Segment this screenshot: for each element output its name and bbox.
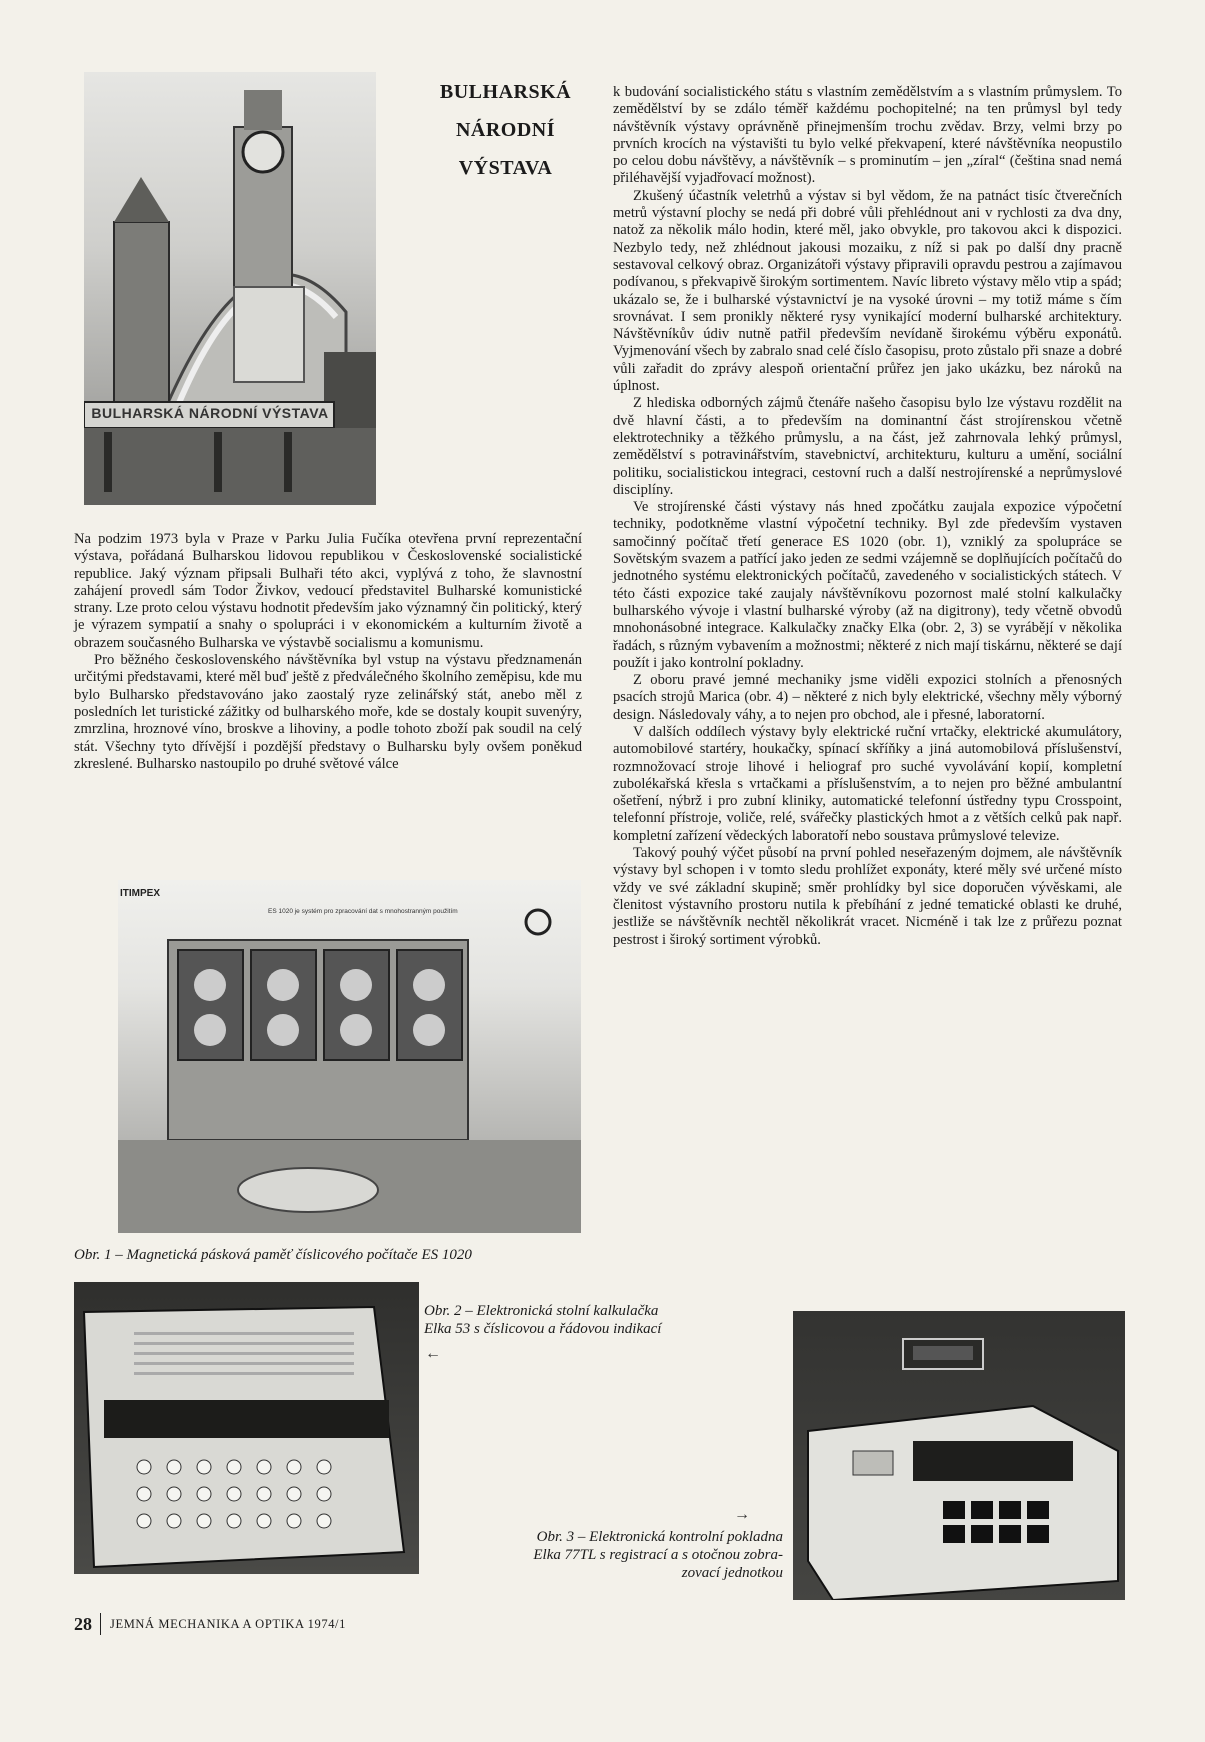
page-number: 28 bbox=[74, 1613, 92, 1634]
page-footer bbox=[74, 1612, 346, 1636]
journal-name: JEMNÁ MECHANIKA A OPTIKA 1974/1 bbox=[110, 1616, 346, 1631]
footer-divider bbox=[100, 1613, 101, 1635]
arrow-left-icon: ← bbox=[425, 1345, 441, 1362]
caption-fig-2-line-1: Obr. 2 – Elektronická stolní kalkulačka bbox=[424, 1303, 659, 1319]
tape-units-illustration bbox=[118, 880, 581, 1233]
photo-es1020-tape-memory bbox=[118, 880, 581, 1233]
caption-fig-1: Obr. 1 – Magnetická pásková paměť číslicového počítače ES 1020 bbox=[74, 1247, 472, 1263]
paragraph: Z hlediska odborných zájmů čtenáře našeho časopisu bylo lze výstavu rozdělit na dvě hlavní části, a to především na dominantní část strojírenskou včetně elektrotechniky a těžkého průmyslu, a na část, jež zahrnovala lehký průmysl, zemědělství s potravinářstvím, stavebnictví, architekturu, kulturu a umění, sociální politiku, socialistickou integraci, cestovní ruch a další nestrojírenské a neprůmyslové disciplíny. bbox=[613, 395, 1122, 498]
article-headline bbox=[418, 73, 593, 187]
paragraph: V dalších oddílech výstavy byly elektrické ruční vrtačky, elektrické akumulátory, automobilové startéry, houkačky, spínací skříňky a jiná automobilová příslušenství, rozmnožovací stroje lihové i heliograf pro suché vyvolávání kopií, kompletní zubolékařská křesla s vrtačkami a příslušenstvím, a to nejen pro běžné ambulantní ošetření, nýbrž i pro zubní kliniky, automatické telefonní ústředny typu Crosspoint, telefonní přístroje, voliče, relé, svářečky plastických hmot a z větších celků pak např. kompletní zařízení vědeckých laboratoří nebo soustava průmyslové televize. bbox=[613, 723, 1122, 844]
photo-elka-53-calculator bbox=[74, 1282, 419, 1574]
itimpex-sign: ITIMPEX bbox=[120, 888, 161, 899]
pavilion-illustration bbox=[84, 72, 376, 505]
right-column-text bbox=[613, 84, 1122, 949]
photo-exhibition-pavilion bbox=[84, 72, 376, 505]
paragraph: k budování socialistického státu s vlastním zemědělstvím a s vlastním průmyslem. To zemědělství by se zdálo téměř každému pochopitelné; na ten průmysl byl tedy návštěvník výstavy oprávněně přinejmenším trochu zvědav. Brzy, velmi brzy po prvních krocích na výstavišti tu bylo velké překvapení, které návštěvníka neopustilo po celou dobu návštěvy, a návštěvník – s prominutím – jen „zíral“ (čeština snad nemá přiléhavější vyjadřovací možnost). bbox=[613, 84, 1122, 187]
headline-line-3: VÝSTAVA bbox=[458, 157, 553, 179]
paragraph: Pro běžného československého návštěvníka byl vstup na výstavu předznamenán určitými představami, které měl buď ještě z předválečného školního zeměpisu, kde mu bylo Bulharsko představováno jako zaostalý ryze zelinářský stát, anebo měl z posledních let turistické zážitky od bulharského moře, kde se dostaly koupit suvenýry, zmrzlina, hroznové víno, broskve a lihoviny, a podle tohoto zboží pak soudil na celý stát. Všechny tyto dřívější i pozdější představy o Bulharsku byly ovšem poněkud zkreslené. Bulharsko nastoupilo po druhé světové válce bbox=[74, 652, 582, 772]
paragraph: Na podzim 1973 byla v Praze v Parku Julia Fučíka otevřena první reprezentační výstava, pořádaná Bulharskou lidovou republikou v Československé socialistické republice. Jaký význam připsali Bulhaři této akci, vyplývá z toho, že slavnostní zahájení provedl sám Todor Živkov, vedoucí představitel Bulharské komunistické strany. Lze proto celou výstavu hodnotit především jako významný čin politický, který je výrazem sympatií a snahy o spolupráci i v ekonomickém a kulturním životě a obrazem současného Bulharska ve výstavbě socialismu a komunismu. bbox=[74, 531, 582, 651]
caption-fig-2-line-2: Elka 53 s číslicovou a řádovou indikací bbox=[424, 1321, 662, 1337]
es1020-banner: ES 1020 je systém pro zpracování dat s mnohostranným použitím bbox=[268, 908, 458, 915]
caption-fig-3-line-2: Elka 77TL s registrací a s otočnou zobra- bbox=[533, 1547, 783, 1563]
paragraph: Z oboru pravé jemné mechaniky jsme viděli expozici stolních a přenosných psacích strojů Marica (obr. 4) – některé z nich byly elektrické, všechny měly výborný design. Následovaly váhy, a to nejen pro obchod, ale i přesné, laboratorní. bbox=[613, 672, 1122, 723]
caption-fig-3 bbox=[420, 1528, 783, 1582]
headline-line-1: BULHARSKÁ bbox=[439, 81, 572, 103]
paragraph: Zkušený účastník veletrhů a výstav si byl vědom, že na patnáct tisíc čtverečních metrů výstavní plochy se nedá při dobré vůli přehlédnout ani v rychlosti za dva dny, natož za několik málo hodin, které měl, jako obvykle, pro takovou akci k dispozici. Nezbylo tedy, než zhlédnout jakousi mozaiku, z níž si pak po další dny pracně sestavoval celkový obraz. Organizátoři výstavy připravili opravdu pestrou a zajímavou podívanou, s překvapivě širokým sortimentem. Navíc libreto výstavy mělo vtip a spád; ukázalo se, že i bulharské výstavnictví je na vysoké úrovni – my totiž máme s čím srovnávat. I sem pronikly některé rysy vynikající moderní bulharské architektury. Návštěvníkův údiv nutně patřil především nevídaně širokému výběru exponátů. Vyjmenování všech by zabralo snad celé číslo časopisu, proto zůstalo při snaze a dobré vůli zařadit do zprávy alespoň orientační průřez jen jako ukázku, bez nároků na úplnost. bbox=[613, 187, 1122, 395]
paragraph: Ve strojírenské části výstavy nás hned zpočátku zaujala expozice výpočetní techniky, podotkněme vlastní výpočetní techniky. Byl zde především vystaven samočinný počítač třetí generace ES 1020 (obr. 1), vzniklý za spolupráce se Sovětským svazem a patřící jako jeden ze sedmi vzájemně se doplňujících počítačů do jednotného systému elektronických počítačů, zavedeného v socialistických státech. V této části expozice také zaujaly návštěvníkovu pozornost malé stolní kalkulačky bulharského vývoje i vlastní bulharské výroby (až na digitrony), tedy včetně obvodů mnohonásobné integrace. Kalkulačky značky Elka (obr. 2, 3) se vyrábějí v několika řadách, s různým vybavením a možnostmi; některé z nich mají tiskárnu, některé se dají použít i jako kontrolní pokladny. bbox=[613, 499, 1122, 671]
caption-fig-3-line-1: Obr. 3 – Elektronická kontrolní pokladna bbox=[536, 1529, 783, 1545]
cash-register-illustration bbox=[793, 1311, 1125, 1600]
caption-fig-3-line-3: zovací jednotkou bbox=[681, 1565, 783, 1581]
left-column-text bbox=[74, 531, 582, 773]
arrow-right-icon: → bbox=[734, 1506, 750, 1523]
photo-elka-77tl-register bbox=[793, 1311, 1125, 1600]
calculator-illustration bbox=[74, 1282, 419, 1574]
pavilion-sign: BULHARSKÁ NÁRODNÍ VÝSTAVA bbox=[91, 405, 329, 421]
paragraph: Takový pouhý výčet působí na první pohled neseřazeným dojmem, ale návštěvník výstavy byl schopen i v tomto sledu prohlížet exponáty, které měly své určené místo vždy ve své základní skupině; směr prohlídky byl sice doporučen vývěskami, ale členitost výstavního prostoru nutila k přebíhání z jedné tematické oblasti ke druhé, jestliže se návštěvník nechtěl několikrát vracet. Nicméně i tak lze z průřezu poznat pestrost i široký sortiment výrobků. bbox=[613, 845, 1122, 948]
caption-fig-2 bbox=[424, 1302, 764, 1338]
headline-line-2: NÁRODNÍ bbox=[455, 119, 556, 141]
